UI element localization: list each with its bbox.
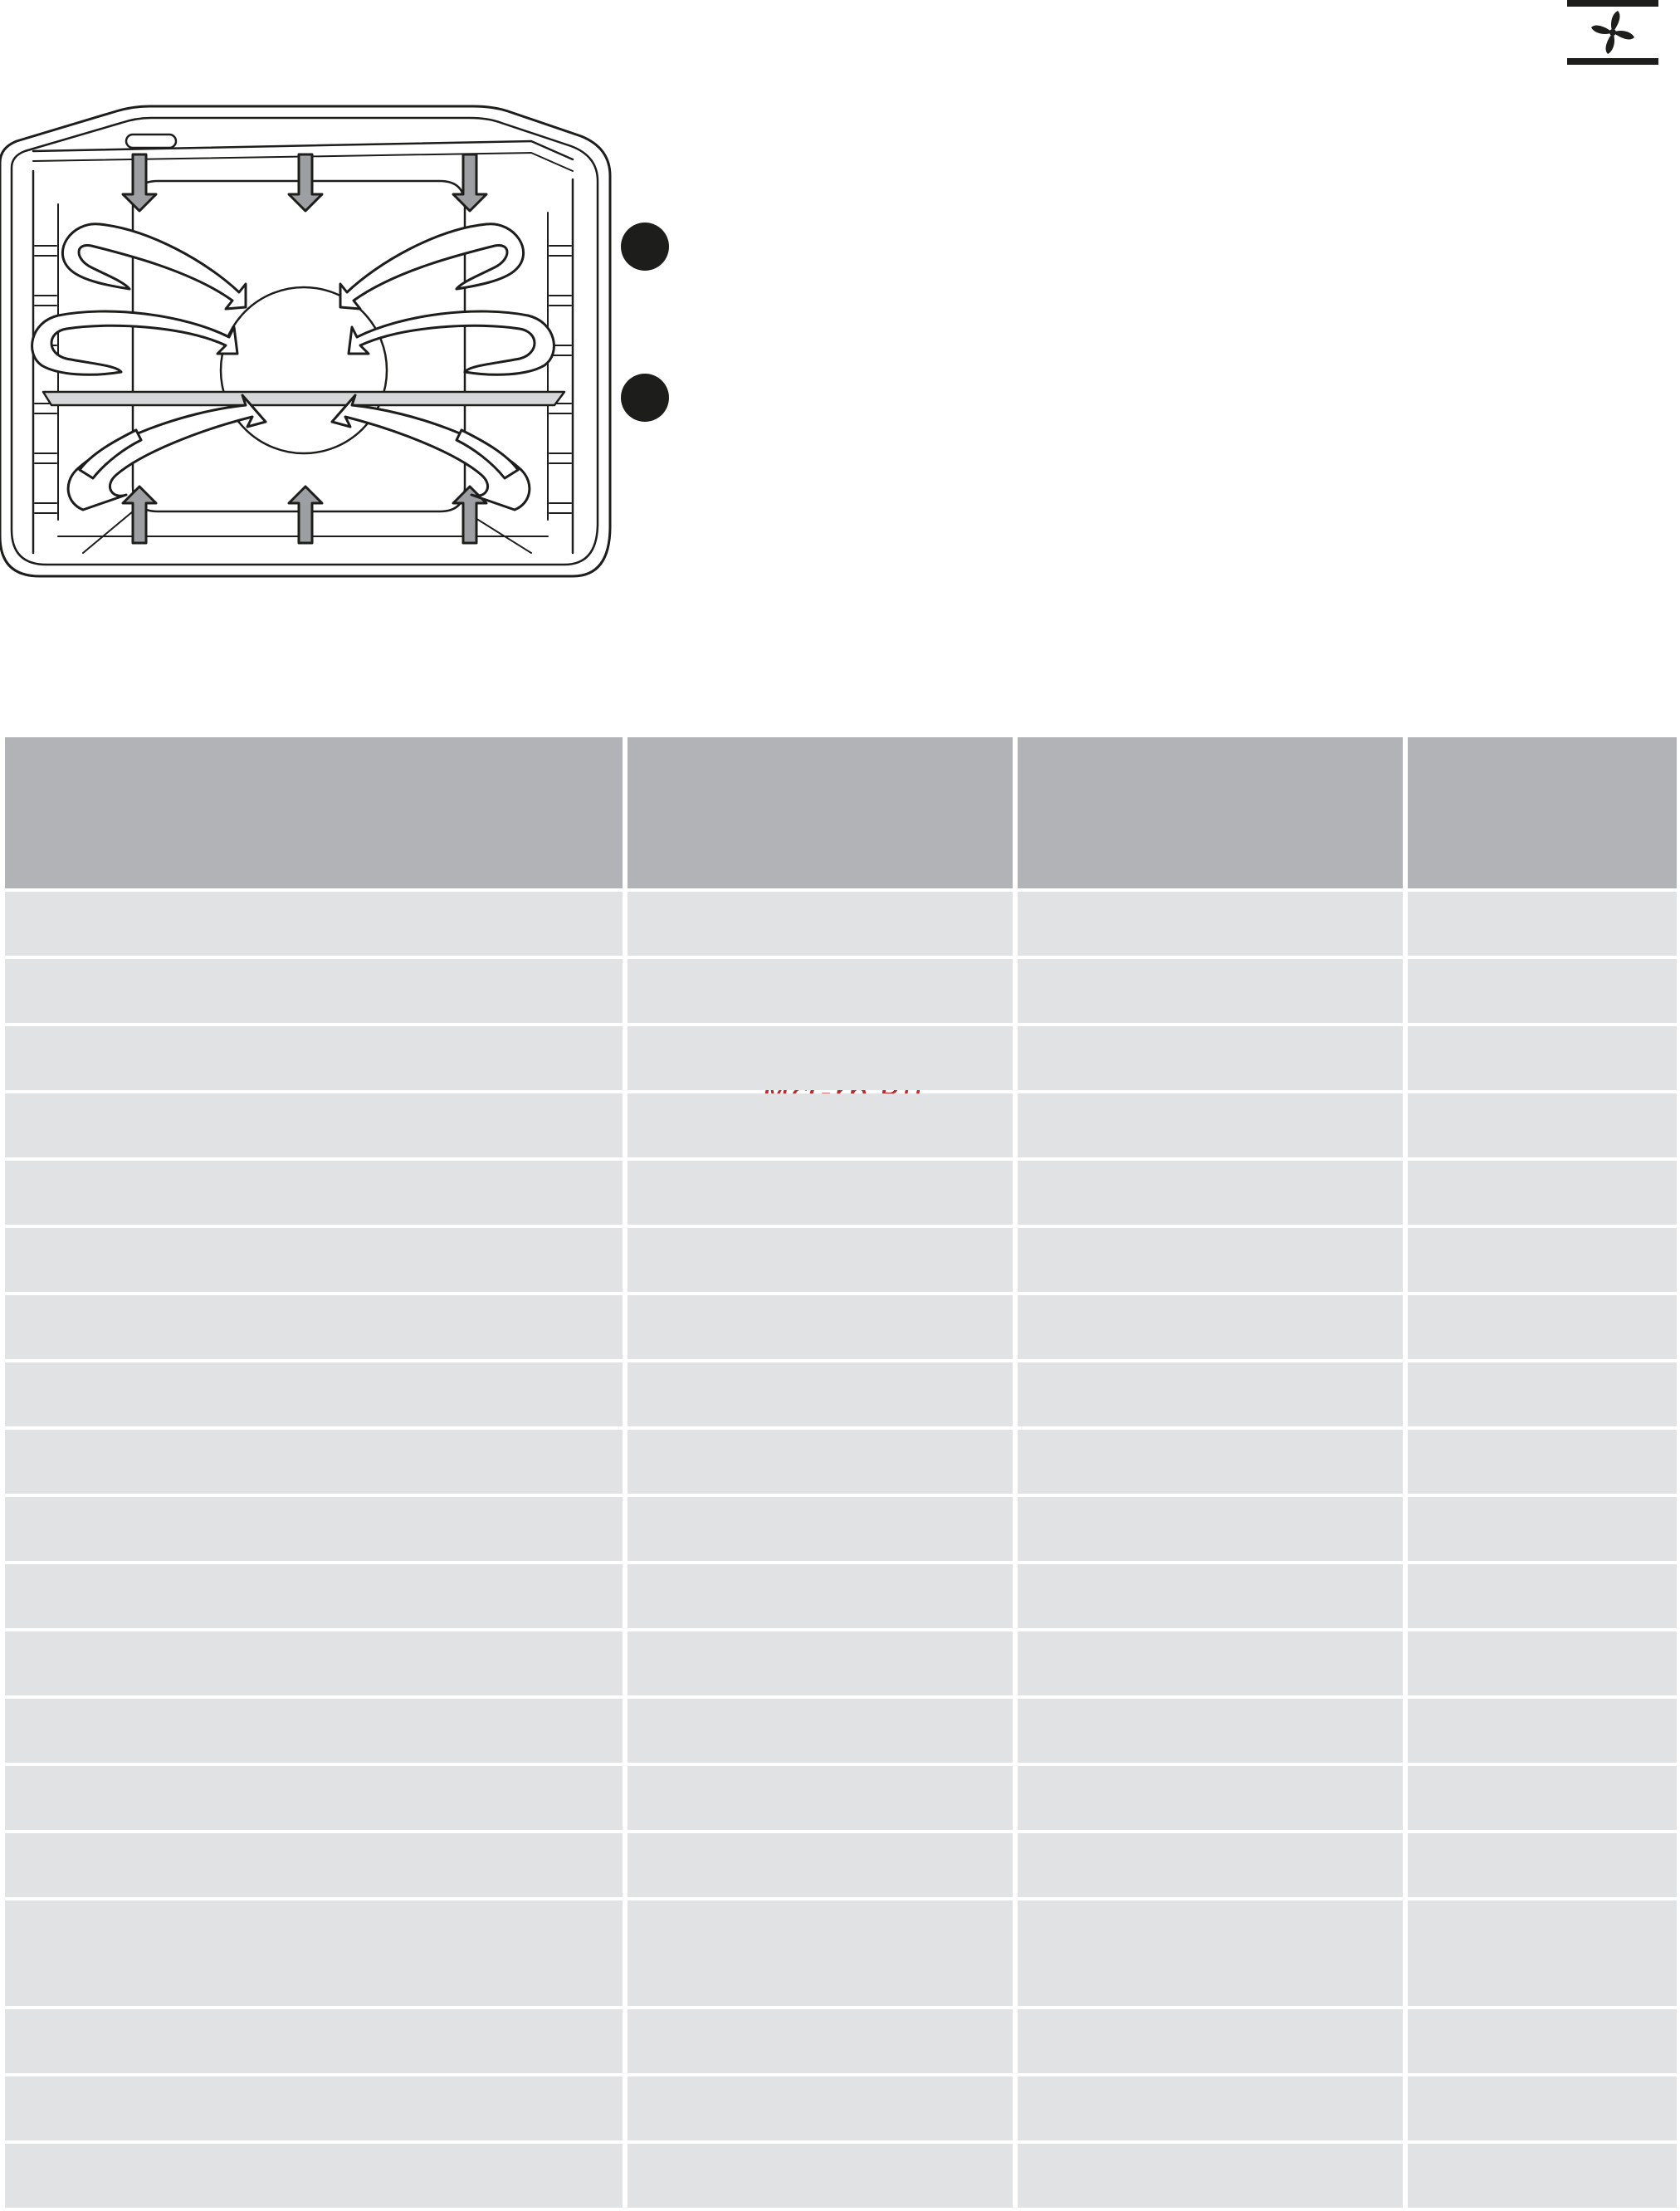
table-cell [5,1497,623,1561]
table-cell [5,1766,623,1830]
table-cell [1408,1093,1677,1157]
table-cell [628,892,1013,956]
table-cell [5,1699,623,1763]
table-cell [1018,892,1403,956]
table-row [5,1631,1677,1695]
cooking-table [5,737,1677,2211]
baking-tray [43,392,564,405]
up-arrow-icon [123,487,486,543]
table-cell [1408,1900,1677,2006]
table-row [5,1228,1677,1292]
table-header-cell [1408,737,1677,888]
table-cell [5,959,623,1023]
table-cell [5,1833,623,1897]
circulation-arrow-icon [32,224,554,510]
table-header-cell [5,737,623,888]
table-cell [1018,1766,1403,1830]
table-cell [5,1026,623,1090]
table-cell [5,1430,623,1494]
table-row [5,1766,1677,1830]
table-cell [628,1564,1013,1628]
rack-marker-icon [621,223,669,271]
table-cell [628,1093,1013,1157]
table-row [5,2009,1677,2073]
oven-back-wall [133,181,465,511]
oven-cavity-diagram [0,105,614,586]
table-cell [1408,2009,1677,2073]
table-cell [628,1430,1013,1494]
table-cell [5,2144,623,2208]
table-cell [1018,1564,1403,1628]
table-cell [1018,2009,1403,2073]
table-cell [5,1161,623,1225]
table-cell [628,1295,1013,1359]
table-row [5,1564,1677,1628]
fan-section-icon-block [1567,0,1658,75]
table-cell [628,1766,1013,1830]
table-cell [1408,1362,1677,1426]
table-cell [5,2009,623,2073]
table-cell [1018,1362,1403,1426]
table-cell [1018,1699,1403,1763]
table-cell [628,1362,1013,1426]
table-cell [1018,1631,1403,1695]
table-row [5,1093,1677,1157]
table-cell [1408,1228,1677,1292]
table-cell [628,1631,1013,1695]
table-row [5,959,1677,1023]
table-cell [1018,1093,1403,1157]
table-cell [5,1900,623,2006]
table-cell [1018,1430,1403,1494]
table-header-row [5,737,1677,888]
table-cell [1408,1766,1677,1830]
table-cell [5,1362,623,1426]
fan-icon [1567,0,1658,75]
table-cell [1018,2076,1403,2140]
table-cell [628,959,1013,1023]
table-row [5,1497,1677,1561]
rack-marker-icon [621,374,669,422]
table-header-cell [628,737,1013,888]
table-cell [5,892,623,956]
table-row [5,1900,1677,2006]
table-cell [1018,1228,1403,1292]
table-cell [5,1228,623,1292]
table-row [5,2076,1677,2140]
table-cell [1408,959,1677,1023]
table-cell [1408,1497,1677,1561]
table-cell [1408,1295,1677,1359]
table-cell [1018,1026,1403,1090]
oven-lamp [126,135,176,148]
table-cell [628,1026,1013,1090]
table-cell [1408,1699,1677,1763]
table-cell [1408,1833,1677,1897]
table-cell [1408,892,1677,956]
table-cell [628,2076,1013,2140]
table-cell [5,1093,623,1157]
table-cell [5,1631,623,1695]
table-row [5,1026,1677,1090]
fan-cover [221,287,387,453]
table-cell [5,1295,623,1359]
table-cell [628,1497,1013,1561]
table-row [5,1833,1677,1897]
table-row [5,1430,1677,1494]
table-cell [5,2076,623,2140]
table-row [5,1295,1677,1359]
table-header-cell [1018,737,1403,888]
table-cell [1408,1564,1677,1628]
table-cell [1018,1833,1403,1897]
rack-level-markers [618,223,672,428]
table-row [5,1161,1677,1225]
table-cell [628,1833,1013,1897]
table-cell [628,1900,1013,2006]
table-cell [1408,2076,1677,2140]
down-arrow-icon [123,154,486,211]
table-row [5,892,1677,956]
table-cell [628,2009,1013,2073]
table-row [5,1699,1677,1763]
table-cell [1018,1497,1403,1561]
table-row [5,1362,1677,1426]
table-cell [628,1228,1013,1292]
table-cell [628,1699,1013,1763]
table-cell [1018,1900,1403,2006]
table-cell [1018,1161,1403,1225]
table-cell [1408,1430,1677,1494]
table-cell [1018,959,1403,1023]
table-cell [628,1161,1013,1225]
table-row [5,2144,1677,2208]
table-cell [1018,2144,1403,2208]
table-cell [5,1564,623,1628]
table-cell [1018,1295,1403,1359]
table-cell [1408,1026,1677,1090]
table-body [5,892,1677,2208]
table-cell [1408,1631,1677,1695]
table-cell [1408,2144,1677,2208]
table-cell [628,2144,1013,2208]
table-cell [1408,1161,1677,1225]
